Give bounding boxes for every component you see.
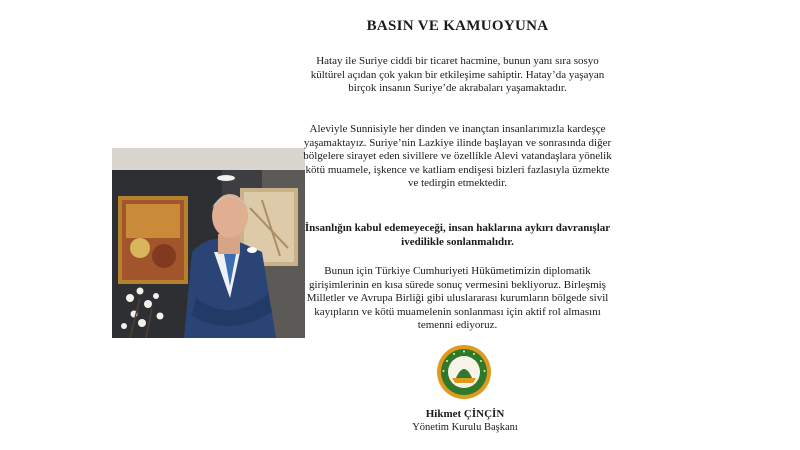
portrait-photo — [112, 148, 305, 338]
paragraph-3-emphasis: İnsanlığın kabul edemeyeceği, insan haklarına aykırı davranışlar ivedilikle sonlanmalıdır. — [304, 222, 611, 248]
paragraph-1: Hatay ile Suriye ciddi bir ticaret hacmine, bunun yanı sıra sosyo kültürel açıdan çok yakın bir etkileşime sahiptir. Hatay’da yaşayan birçok insanın Suriye’de akrabaları yaşamaktadır. — [310, 55, 605, 95]
organization-seal-logo — [436, 344, 492, 400]
paragraph-2: Aleviyle Sunnisiyle her dinden ve inançtan insanlarımızla kardeşçe yaşamaktayız. Suriye’nin Lazkiye ilinde başlayan ve sonrasında diğer bölgelere sirayet eden sivillere ve özellikle Alevi vatandaşlara yönelik kötü muamele, işkence ve katliam endişesi bizleri fazlasıyla üzmekte ve tedirgin etmektedir. — [303, 123, 612, 190]
signatory-name: Hikmet ÇİNÇİN — [425, 408, 505, 420]
portrait-illustration — [112, 148, 305, 338]
document-title: BASIN VE KAMUOYUNA — [366, 18, 549, 34]
paragraph-4: Bunun için Türkiye Cumhuriyeti Hükümetimizin diplomatik girişimlerinin en kısa sürede sonuç vermesini bekliyoruz. Birleşmiş Milletler ve Avrupa Birliği gibi uluslararası kurumların bölgede sivil kayıpların ve kötü muamelenin sonlanması için aktif rol almasını temenni ediyoruz. — [306, 265, 609, 332]
signatory-position: Yönetim Kurulu Başkanı — [412, 422, 518, 433]
